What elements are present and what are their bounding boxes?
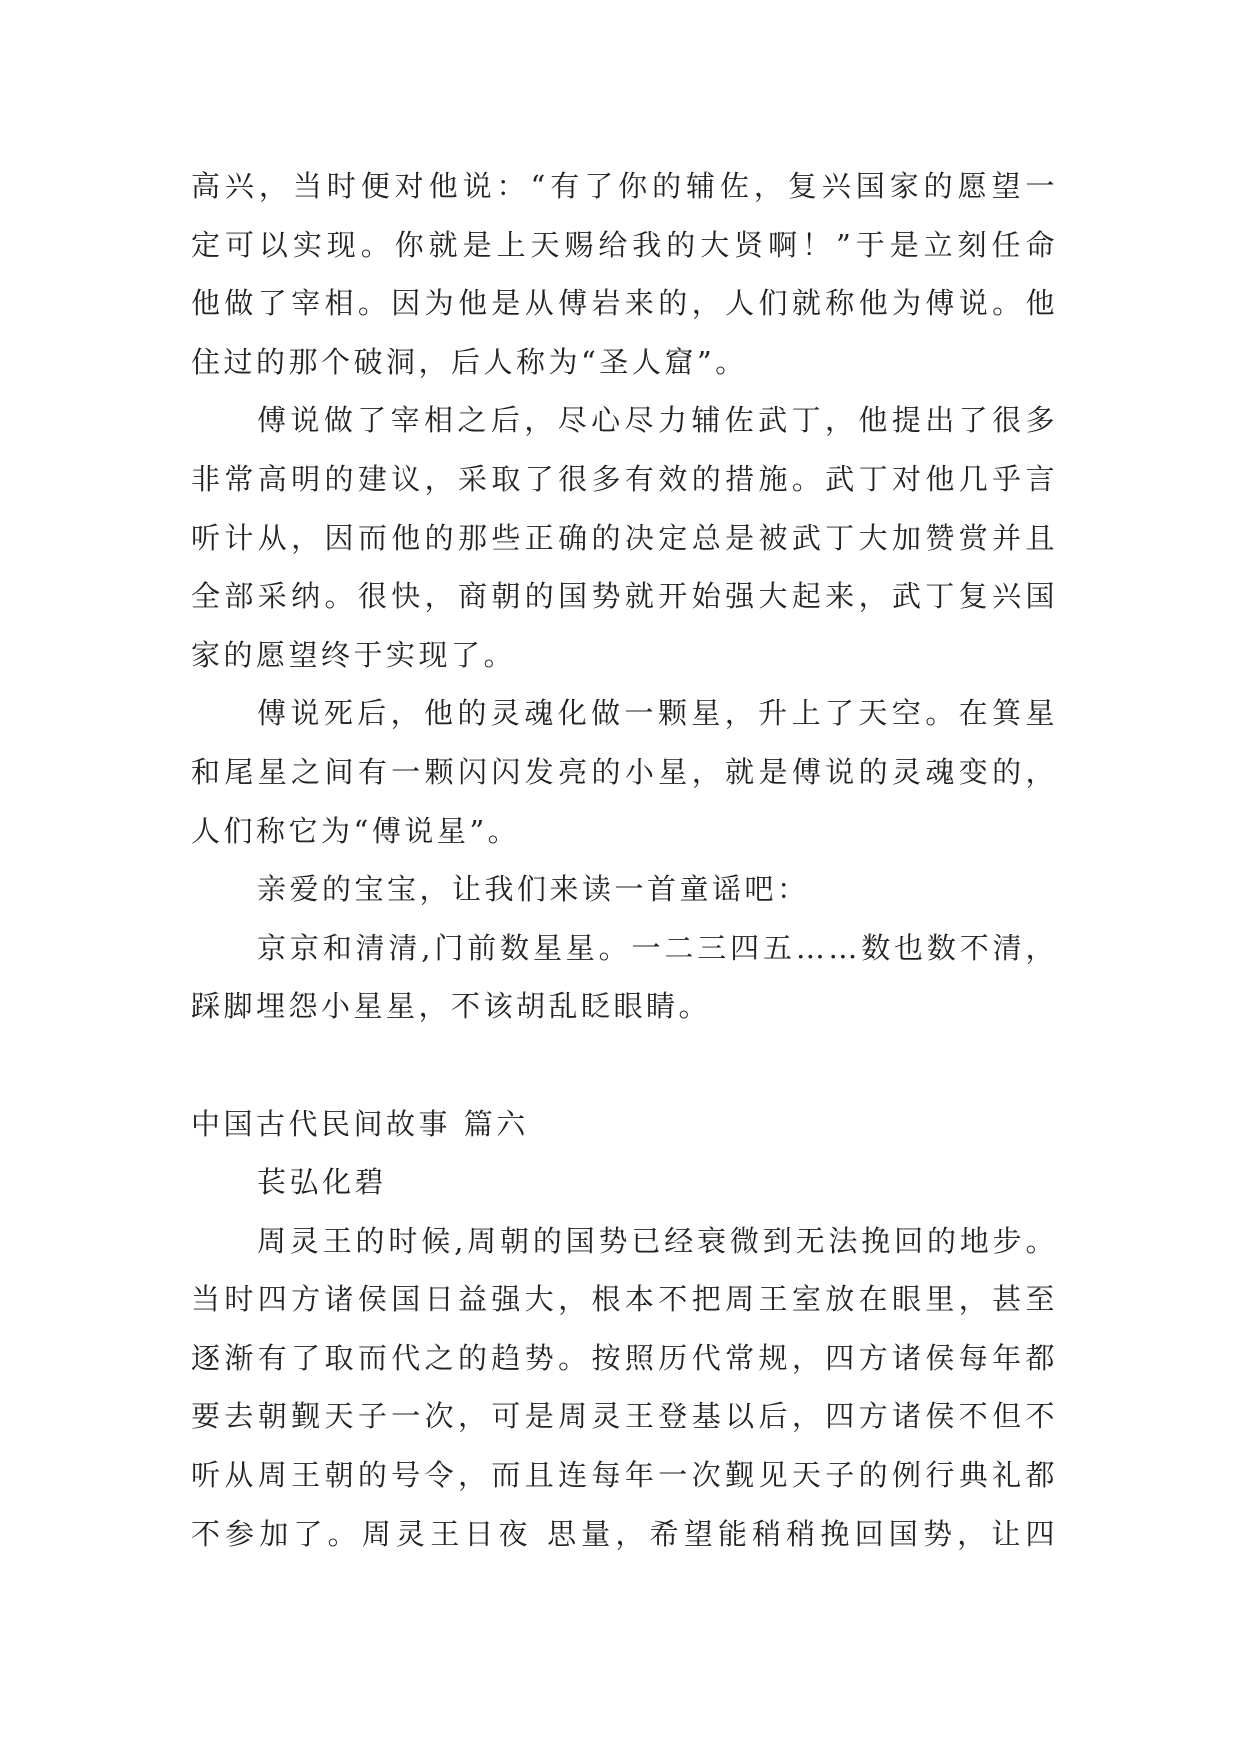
paragraph (191, 1212, 1058, 1564)
text-line: 高兴，当时便对他说：“有了你的辅佐，复兴国家的愿望一 (191, 169, 1058, 203)
text-line: 定可以实现。你就是上天赐给我的大贤啊！”于是立刻任命 (191, 227, 1058, 262)
text-line: 要去朝觐天子一次，可是周灵王登基以后，四方诸侯不但不 (191, 1399, 1058, 1434)
text-line: 住过的那个破洞，后人称为“圣人窟”。 (191, 344, 748, 379)
section-heading: 中国古代民间故事 篇六 (191, 1106, 529, 1141)
blank-line (191, 1036, 1058, 1095)
text-line: 周灵王的时候,周朝的国势已经衰微到无法挽回的地步。 (257, 1223, 1058, 1258)
text-line: 和尾星之间有一颗闪闪发亮的小星，就是傅说的灵魂变的， (191, 754, 1058, 789)
nursery-rhyme (191, 919, 1058, 1036)
text-line: 人们称它为“傅说星”。 (191, 813, 521, 848)
text-line: 逐渐有了取而代之的趋势。按照历代常规，四方诸侯每年都 (191, 1340, 1058, 1375)
paragraph (191, 157, 1058, 391)
text-line: 听计从，因而他的那些正确的决定总是被武丁大加赞赏并且 (191, 520, 1058, 555)
body-text (191, 157, 1058, 1563)
text-line: 京京和清清,门前数星星。一二三四五……数也数不清， (257, 930, 1058, 965)
paragraph (191, 391, 1058, 684)
text-line: 听从周王朝的号令，而且连每年一次觐见天子的例行典礼都 (191, 1458, 1058, 1493)
text-line: 当时四方诸侯国日益强大，根本不把周王室放在眼里，甚至 (191, 1282, 1058, 1317)
text-line: 家的愿望终于实现了。 (191, 637, 517, 672)
paragraph (191, 860, 1058, 919)
text-line: 傅说做了宰相之后，尽心尽力辅佐武丁，他提出了很多 (257, 403, 1058, 438)
text-line: 全部采纳。很快，商朝的国势就开始强大起来，武丁复兴国 (191, 579, 1058, 614)
text-line: 踩脚埋怨小星星，不该胡乱眨眼睛。 (191, 989, 712, 1024)
text-line: 非常高明的建议，采取了很多有效的措施。武丁对他几乎言 (191, 461, 1058, 496)
text-line: 亲爱的宝宝，让我们来读一首童谣吧： (257, 872, 810, 907)
text-line: 傅说死后，他的灵魂化做一颗星，升上了天空。在箕星 (257, 696, 1058, 731)
text-line: 不参加了。周灵王日夜 思量，希望能稍稍挽回国势，让四 (191, 1516, 1058, 1551)
paragraph (191, 684, 1058, 860)
text-line: 他做了宰相。因为他是从傅岩来的，人们就称他为傅说。他 (191, 286, 1058, 321)
story-title: 苌弘化碧 (257, 1165, 388, 1200)
